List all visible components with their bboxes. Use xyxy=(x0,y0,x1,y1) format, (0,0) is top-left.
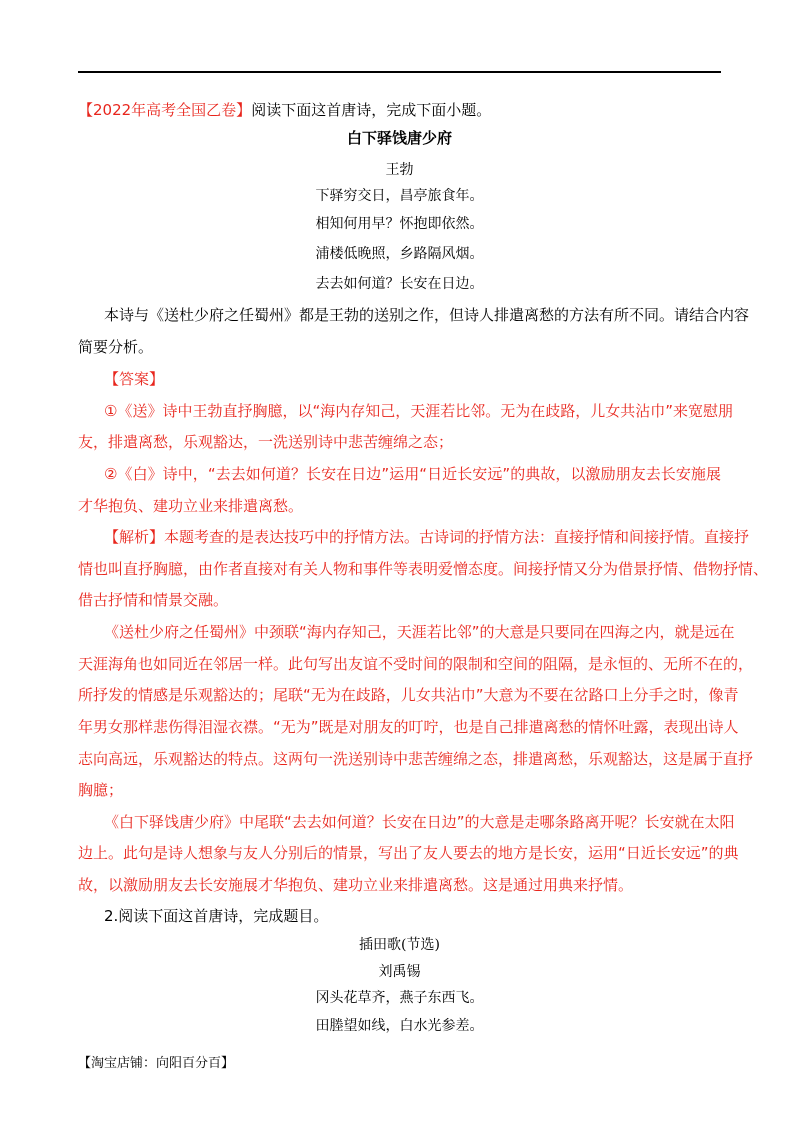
analysis-line: 《白下驿饯唐少府》中尾联“去去如何道？长安在日边”的大意是走哪条路离开呢？长安就在太阳 xyxy=(104,813,735,831)
question-line: 本诗与《送杜少府之任蜀州》都是王勃的送别之作，但诗人排遣离愁的方法有所不同。请结合内容 xyxy=(104,306,750,324)
header-rule xyxy=(78,71,721,73)
analysis-text: 本题考查的是表达技巧中的抒情方法。古诗词的抒情方法：直接抒情和间接抒情。直接抒 xyxy=(164,528,750,546)
analysis-label: 【解析】 xyxy=(104,528,165,546)
answer-label: 【答案】 xyxy=(104,370,165,388)
analysis-line: 《送杜少府之任蜀州》中颈联“海内存知己，天涯若比邻”的大意是只要同在四海之内，就是远在 xyxy=(104,623,735,641)
poem1-line: 去去如何道？长安在日边。 xyxy=(315,276,484,292)
answer-line: ②《白》诗中，“去去如何道？长安在日边”运用“日近长安远”的典故，以激励朋友去长安施展 xyxy=(104,465,721,483)
analysis-line: 所抒发的情感是乐观豁达的；尾联“无为在歧路，儿女共沾巾”大意为不要在岔路口上分手之时，像青 xyxy=(78,686,739,704)
exam-header-line xyxy=(78,100,721,120)
poem1-line: 下驿穷交日，昌亭旅食年。 xyxy=(315,188,484,204)
poem2-title: 插田歌(节选) xyxy=(359,937,440,953)
analysis-line xyxy=(104,527,750,547)
question-line: 简要分析。 xyxy=(78,338,154,356)
answer-line: 友，排遣离愁，乐观豁达，一洗送别诗中悲苦缠绵之态； xyxy=(78,433,454,451)
poem1-line: 浦楼低晚照，乡路隔风烟。 xyxy=(315,246,484,262)
poem1-author: 王勃 xyxy=(385,162,414,178)
analysis-line: 年男女那样悲伤得泪湿衣襟。“无为”既是对朋友的叮咛，也是自己排遣离愁的情怀吐露，表现出诗人 xyxy=(78,718,739,736)
shop-footer: 【淘宝店铺：向阳百分百】 xyxy=(78,1056,235,1071)
exam-instruction: 阅读下面这首唐诗，完成下面小题。 xyxy=(251,101,492,119)
question2-intro: 2.阅读下面这首唐诗，完成题目。 xyxy=(104,907,329,925)
analysis-line: 边上。此句是诗人想象与友人分别后的情景，写出了友人要去的地方是长安，运用“日近长安远”的典 xyxy=(78,844,739,862)
poem1-line: 相知何用早？怀抱即依然。 xyxy=(315,216,484,232)
answer-line: ①《送》诗中王勃直抒胸臆，以“海内存知己，天涯若比邻。无为在歧路，儿女共沾巾”来宽慰朋 xyxy=(104,402,733,420)
poem2-author: 刘禹锡 xyxy=(378,964,421,980)
poem2-line: 田塍望如线，白水光参差。 xyxy=(315,1018,484,1034)
exam-tag: 【2022年高考全国乙卷】 xyxy=(78,101,252,119)
poem1-title: 白下驿饯唐少府 xyxy=(346,129,452,147)
answer-line: 才华抱负、建功立业来排遣离愁。 xyxy=(78,497,304,515)
analysis-line: 故，以激励朋友去长安施展才华抱负、建功立业来排遣离愁。这是通过用典来抒情。 xyxy=(78,876,634,894)
analysis-line: 天涯海角也如同近在邻居一样。此句写出友谊不受时间的限制和空间的阻隔，是永恒的、无所不在的， xyxy=(78,655,754,673)
poem2-line: 冈头花草齐，燕子东西飞。 xyxy=(315,990,484,1006)
analysis-line: 志向高远，乐观豁达的特点。这两句一洗送别诗中悲苦缠绵之态，排遣离愁，乐观豁达，这是属于直抒 xyxy=(78,750,754,768)
analysis-line: 胸臆； xyxy=(78,781,124,799)
analysis-line: 情也叫直抒胸臆，由作者直接对有关人物和事件等表明爱憎态度。间接抒情又分为借景抒情、借物抒情、 xyxy=(78,560,769,578)
analysis-line: 借古抒情和情景交融。 xyxy=(78,591,229,609)
